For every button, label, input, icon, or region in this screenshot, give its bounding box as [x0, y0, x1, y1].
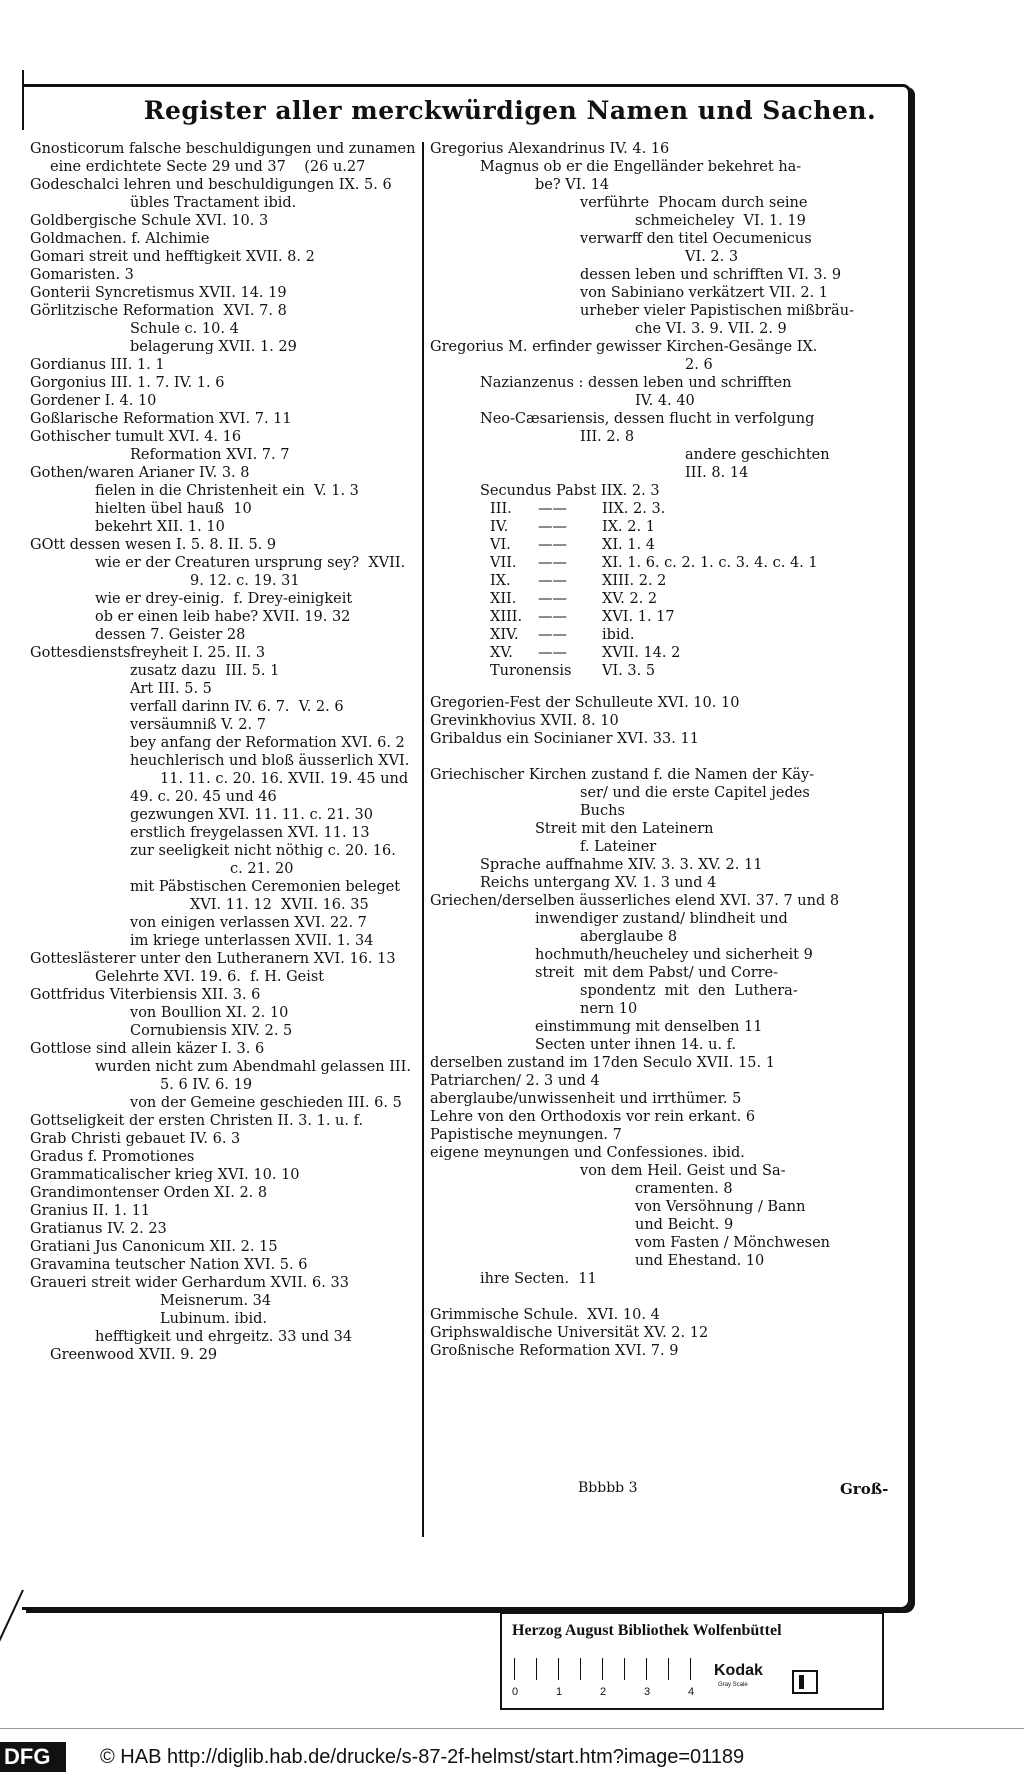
index-entry: Gravamina teutscher Nation XVI. 5. 6 — [30, 1257, 308, 1273]
dash: —— — [538, 501, 567, 517]
scale-tick — [602, 1658, 603, 1680]
index-entry: und Ehestand. 10 — [635, 1253, 765, 1269]
index-entry: be? VI. 14 — [535, 177, 610, 193]
index-entry: im kriege unterlassen XVII. 1. 34 — [130, 933, 374, 949]
index-entry: Gratianus IV. 2. 23 — [30, 1221, 167, 1237]
index-entry: Goldmachen. f. Alchimie — [30, 231, 210, 247]
scale-tick — [646, 1658, 647, 1680]
index-entry — [430, 1288, 910, 1306]
frame-edge — [22, 70, 24, 130]
index-entry: 11. 11. c. 20. 16. XVII. 19. 45 und — [160, 771, 409, 787]
frame-edge-bottom — [0, 1590, 24, 1691]
index-entry: Meisnerum. 34 — [160, 1293, 272, 1309]
index-entry: Gothen/waren Arianer IV. 3. 8 — [30, 465, 250, 481]
index-entry: hochmuth/heucheley und sicherheit 9 — [535, 947, 813, 963]
index-entry: streit mit dem Pabst/ und Corre- — [535, 965, 779, 981]
pope-ref: IIX. 2. 3. — [602, 501, 666, 517]
dash: —— — [538, 519, 567, 535]
index-entry: andere geschichten — [685, 447, 830, 463]
dash: —— — [538, 591, 567, 607]
scale-tick — [624, 1658, 625, 1680]
pope-ref: ibid. — [602, 627, 635, 643]
pope-number: XIII. — [490, 609, 523, 625]
index-entry: Gordener I. 4. 10 — [30, 393, 157, 409]
dash: —— — [538, 609, 567, 625]
pope-number: IV. — [490, 519, 509, 535]
scale-number: 1 — [556, 1686, 563, 1698]
index-entry: Grimmische Schule. XVI. 10. 4 — [430, 1307, 660, 1323]
pope-name: Turonensis — [490, 663, 572, 679]
index-entry: Reichs untergang XV. 1. 3 und 4 — [480, 875, 717, 891]
index-entry: Gordianus III. 1. 1 — [30, 357, 165, 373]
index-entry: Nazianzenus : dessen leben und schrifften — [480, 375, 792, 391]
dash: —— — [538, 573, 567, 589]
index-entry: Griechischer Kirchen zustand f. die Namen der Käy- — [430, 767, 815, 783]
index-entry: Magnus ob er die Engelländer bekehret ha- — [480, 159, 802, 175]
footer-divider — [0, 1728, 1024, 1729]
index-entry: aberglaube 8 — [580, 929, 678, 945]
index-entry: Buchs — [580, 803, 625, 819]
index-entry: Art III. 5. 5 — [130, 681, 212, 697]
index-entry: verwarff den titel Oecumenicus — [580, 231, 812, 247]
pope-number: VI. — [490, 537, 511, 553]
index-entry: Secundus Pabst IIX. 2. 3 — [480, 483, 660, 499]
index-entry: Grandimontenser Orden XI. 2. 8 — [30, 1185, 268, 1201]
index-entry: belagerung XVII. 1. 29 — [130, 339, 297, 355]
index-entry: Lehre von den Orthodoxis vor rein erkant. 6 — [430, 1109, 756, 1125]
signature-mark: Bbbbb 3 — [578, 1480, 638, 1496]
catchword: Groß- — [840, 1480, 889, 1498]
pope-number: III. — [490, 501, 512, 517]
scale-tick — [514, 1658, 515, 1680]
index-entry: Greenwood XVII. 9. 29 — [50, 1347, 218, 1363]
scale-tick — [690, 1658, 691, 1680]
index-entry: 5. 6 IV. 6. 19 — [160, 1077, 253, 1093]
index-entry: zusatz dazu III. 5. 1 — [130, 663, 280, 679]
column-divider — [422, 142, 424, 1537]
pope-table — [430, 500, 910, 662]
dash: —— — [538, 537, 567, 553]
index-entry: Gomari streit und hefftigkeit XVII. 8. 2 — [30, 249, 315, 265]
pope-ref: XV. 2. 2 — [602, 591, 658, 607]
index-entry: übles Tractament ibid. — [130, 195, 297, 211]
index-entry: hielten übel hauß 10 — [95, 501, 252, 517]
pope-row — [490, 572, 910, 590]
index-entry: Gomaristen. 3 — [30, 267, 134, 283]
kodak-subtitle: Gray Scale — [718, 1682, 748, 1688]
index-entry: Gratiani Jus Canonicum XII. 2. 15 — [30, 1239, 278, 1255]
index-entry: Gottfridus Viterbiensis XII. 3. 6 — [30, 987, 261, 1003]
library-stamp — [500, 1612, 884, 1710]
index-entry: Sprache auffnahme XIV. 3. 3. XV. 2. 11 — [480, 857, 763, 873]
index-entry: Graueri streit wider Gerhardum XVII. 6. 33 — [30, 1275, 349, 1291]
index-entry: IV. 4. 40 — [635, 393, 695, 409]
dash: —— — [538, 645, 567, 661]
index-entry: einstimmung mit denselben 11 — [535, 1019, 763, 1035]
index-entry: 49. c. 20. 45 und 46 — [130, 789, 277, 805]
index-entry: Grammaticalischer krieg XVI. 10. 10 — [30, 1167, 300, 1183]
pope-number: XII. — [490, 591, 517, 607]
index-entry: 9. 12. c. 19. 31 — [190, 573, 300, 589]
index-entry: Neo-Cæsariensis, dessen flucht in verfolgung — [480, 411, 815, 427]
index-entry: Griphswaldische Universität XV. 2. 12 — [430, 1325, 709, 1341]
pope-ref: XVII. 14. 2 — [602, 645, 681, 661]
pope-number: IX. — [490, 573, 511, 589]
index-entry: inwendiger zustand/ blindheit und — [535, 911, 788, 927]
index-entry: nern 10 — [580, 1001, 638, 1017]
index-entry: c. 21. 20 — [230, 861, 294, 877]
left-column — [0, 140, 418, 1364]
dash: —— — [538, 555, 567, 571]
index-entry: spondentz mit den Luthera- — [580, 983, 798, 999]
pope-number: XIV. — [490, 627, 519, 643]
pope-ref: XI. 1. 6. c. 2. 1. c. 3. 4. c. 4. 1 — [602, 555, 818, 571]
index-entry: ob er einen leib habe? XVII. 19. 32 — [95, 609, 351, 625]
index-entry: Griechen/derselben äusserliches elend XVI. 37. 7 und 8 — [430, 893, 840, 909]
index-entry: Gnosticorum falsche beschuldigungen und zunamen — [30, 141, 416, 157]
pope-number: VII. — [490, 555, 517, 571]
index-entry: wie er drey-einig. f. Drey-einigkeit — [95, 591, 353, 607]
index-entry: Papistische meynungen. 7 — [430, 1127, 622, 1143]
pope-number: XV. — [490, 645, 513, 661]
index-entry: Gregorien-Fest der Schulleute XVI. 10. 10 — [430, 695, 740, 711]
index-entry: Gotteslästerer unter den Lutheranern XVI. 16. 13 — [30, 951, 396, 967]
scale-number: 3 — [644, 1686, 651, 1698]
index-entry: und Beicht. 9 — [635, 1217, 734, 1233]
index-entry: Großnische Reformation XVI. 7. 9 — [430, 1343, 679, 1359]
pope-ref: XVI. 1. 17 — [602, 609, 675, 625]
pope-row — [490, 644, 910, 662]
pope-row — [490, 626, 910, 644]
page-title: Register aller merckwürdigen Namen und Sachen. — [143, 96, 877, 125]
index-entry: heuchlerisch und bloß äusserlich XVI. — [130, 753, 410, 769]
gray-scale-ruler — [514, 1658, 714, 1698]
index-entry: von der Gemeine geschieden III. 6. 5 — [130, 1095, 402, 1111]
pope-ref: XIII. 2. 2 — [602, 573, 667, 589]
index-entry: von Boullion XI. 2. 10 — [130, 1005, 289, 1021]
index-entry: Secten unter ihnen 14. u. f. — [535, 1037, 737, 1053]
index-entry: Gribaldus ein Socinianer XVI. 33. 11 — [430, 731, 699, 747]
index-entry: bey anfang der Reformation XVI. 6. 2 — [130, 735, 405, 751]
index-entry: Gottesdienstsfreyheit I. 25. II. 3 — [30, 645, 266, 661]
index-entry: che VI. 3. 9. VII. 2. 9 — [635, 321, 787, 337]
index-entry: Gonterii Syncretismus XVII. 14. 19 — [30, 285, 287, 301]
pope-row — [490, 536, 910, 554]
pope-ref: VI. 3. 5 — [602, 663, 656, 679]
index-entry: wie er der Creaturen ursprung sey? XVII. — [95, 555, 406, 571]
index-entry: Gelehrte XVI. 19. 6. f. H. Geist — [95, 969, 325, 985]
index-entry: urheber vieler Papistischen mißbräu- — [580, 303, 854, 319]
index-entry: Patriarchen/ 2. 3 und 4 — [430, 1073, 600, 1089]
index-entry: aberglaube/unwissenheit und irrthümer. 5 — [430, 1091, 742, 1107]
index-entry: ihre Secten. 11 — [480, 1271, 597, 1287]
pope-row — [490, 518, 910, 536]
index-entry: wurden nicht zum Abendmahl gelassen III. — [95, 1059, 411, 1075]
pope-row — [490, 590, 910, 608]
index-entry: gezwungen XVI. 11. 11. c. 21. 30 — [130, 807, 373, 823]
dfg-logo: DFG — [0, 1742, 66, 1772]
index-entry: fielen in die Christenheit ein V. 1. 3 — [95, 483, 359, 499]
index-entry: Goldbergische Schule XVI. 10. 3 — [30, 213, 269, 229]
index-entry: XVI. 11. 12 XVII. 16. 35 — [190, 897, 369, 913]
index-entry: verfall darinn IV. 6. 7. V. 2. 6 — [130, 699, 344, 715]
scale-number: 2 — [600, 1686, 607, 1698]
index-entry: mit Päbstischen Ceremonien beleget — [130, 879, 401, 895]
index-entry: eigene meynungen und Confessiones. ibid. — [430, 1145, 745, 1161]
index-entry — [430, 748, 910, 766]
pope-row — [490, 500, 910, 518]
index-entry: Gregorius M. erfinder gewisser Kirchen-Gesänge IX. — [430, 339, 818, 355]
index-entry: versäumniß V. 2. 7 — [130, 717, 266, 733]
index-entry: III. 8. 14 — [685, 465, 749, 481]
pope-row — [490, 554, 910, 572]
index-entry: vom Fasten / Mönchwesen — [635, 1235, 831, 1251]
pope-ref: XI. 1. 4 — [602, 537, 655, 553]
scale-tick — [558, 1658, 559, 1680]
scale-number: 0 — [512, 1686, 519, 1698]
index-entry: Grab Christi gebauet IV. 6. 3 — [30, 1131, 241, 1147]
pope-ref: IX. 2. 1 — [602, 519, 655, 535]
kodak-brand: Kodak — [714, 1662, 763, 1679]
index-entry: III. 2. 8 — [580, 429, 635, 445]
scale-tick — [580, 1658, 581, 1680]
index-entry: hefftigkeit und ehrgeitz. 33 und 34 — [95, 1329, 353, 1345]
stamp-title: Herzog August Bibliothek Wolfenbüttel — [512, 1622, 782, 1639]
index-entry: dessen leben und schrifften VI. 3. 9 — [580, 267, 842, 283]
index-entry: Granius II. 1. 11 — [30, 1203, 151, 1219]
index-entry: eine erdichtete Secte 29 und 37 (26 u.27 — [50, 159, 366, 175]
index-entry: Gottlose sind allein käzer I. 3. 6 — [30, 1041, 265, 1057]
index-entry: schmeicheley VI. 1. 19 — [635, 213, 806, 229]
index-entry: Görlitzische Reformation XVI. 7. 8 — [30, 303, 287, 319]
index-entry: Gothischer tumult XVI. 4. 16 — [30, 429, 242, 445]
index-entry: dessen 7. Geister 28 — [95, 627, 246, 643]
index-entry: Grevinkhovius XVII. 8. 10 — [430, 713, 619, 729]
index-entry: f. Lateiner — [580, 839, 657, 855]
dash: —— — [538, 627, 567, 643]
index-entry: Gorgonius III. 1. 7. IV. 1. 6 — [30, 375, 225, 391]
index-entry: verführte Phocam durch seine — [580, 195, 808, 211]
scale-number: 4 — [688, 1686, 695, 1698]
index-entry: Lubinum. ibid. — [160, 1311, 267, 1327]
index-entry: GOtt dessen wesen I. 5. 8. II. 5. 9 — [30, 537, 277, 553]
scale-tick — [536, 1658, 537, 1680]
index-entry: zur seeligkeit nicht nöthig c. 20. 16. — [130, 843, 396, 859]
index-entry: Goßlarische Reformation XVI. 7. 11 — [30, 411, 292, 427]
index-entry: Schule c. 10. 4 — [130, 321, 239, 337]
kodak-icon — [792, 1670, 818, 1694]
right-column — [430, 140, 910, 1360]
index-entry: 2. 6 — [685, 357, 713, 373]
pope-row — [430, 662, 910, 680]
index-entry: Gradus f. Promotiones — [30, 1149, 195, 1165]
copyright-link[interactable]: © HAB http://diglib.hab.de/drucke/s-87-2f-helmst/start.htm?image=01189 — [100, 1746, 745, 1768]
index-entry: Gregorius Alexandrinus IV. 4. 16 — [430, 141, 670, 157]
index-entry: erstlich freygelassen XVI. 11. 13 — [130, 825, 370, 841]
index-entry: ser/ und die erste Capitel jedes — [580, 785, 810, 801]
index-entry: von dem Heil. Geist und Sa- — [580, 1163, 786, 1179]
pope-row — [490, 608, 910, 626]
index-entry: von einigen verlassen XVI. 22. 7 — [130, 915, 367, 931]
index-entry: Gottseligkeit der ersten Christen II. 3. 1. u. f. — [30, 1113, 364, 1129]
index-entry: VI. 2. 3 — [685, 249, 739, 265]
index-entry: von Versöhnung / Bann — [635, 1199, 806, 1215]
index-entry: cramenten. 8 — [635, 1181, 733, 1197]
index-entry: Streit mit den Lateinern — [535, 821, 714, 837]
index-entry: Godeschalci lehren und beschuldigungen IX. 5. 6 — [30, 177, 392, 193]
index-entry: von Sabiniano verkätzert VII. 2. 1 — [580, 285, 829, 301]
index-entry: Reformation XVI. 7. 7 — [130, 447, 290, 463]
scale-tick — [668, 1658, 669, 1680]
index-entry: derselben zustand im 17den Seculo XVII. 15. 1 — [430, 1055, 775, 1071]
index-entry: Cornubiensis XIV. 2. 5 — [130, 1023, 293, 1039]
index-entry: bekehrt XII. 1. 10 — [95, 519, 225, 535]
